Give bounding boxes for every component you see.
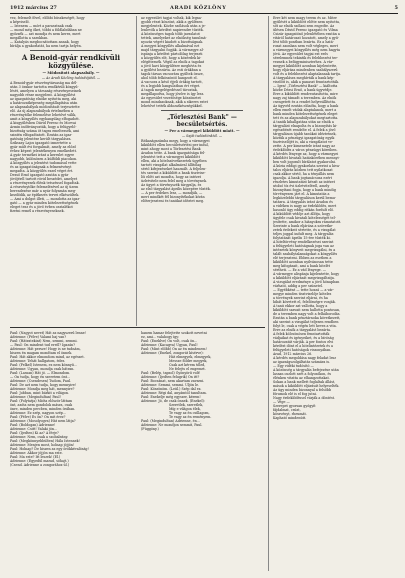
text-line: megye minden tisztviselője köteles bbox=[273, 292, 332, 296]
text-line: jövőjéről tartott rövid beszédet, amelyet bbox=[10, 177, 78, 181]
text-line: Adrienne: Menjen most, holnap jöjjön! bbox=[10, 443, 75, 447]
text-line: hiszen én magam mondtam el önnek. bbox=[10, 351, 73, 355]
text-line: (Függöny.) bbox=[141, 427, 159, 431]
text-line: A közgyűlés a jelentést tudomásul vette bbox=[10, 161, 77, 165]
text-line: a részvényesek élénk tetszéssel fogadtak. bbox=[10, 181, 80, 185]
text-line: Kapható mindenütt. bbox=[273, 416, 307, 420]
text-line: fájdalmat, csúzt, bbox=[273, 408, 301, 412]
text-line: (Csend. Adrienne a zongorához ül.) bbox=[10, 463, 70, 467]
text-line: lehetővé tették áldozatkészségükkel. bbox=[141, 104, 203, 108]
text-line: sértheti. — Ez a vád lényege. — bbox=[273, 268, 327, 272]
text-line: A kérdés lényege az, hogy a vármegyei bbox=[273, 152, 339, 156]
text-line: Paul: (Mint előbb) Ön az én mindenem! bbox=[141, 347, 207, 351]
text-line: sérelemnek tekintik és felebbezést ter- bbox=[273, 56, 339, 60]
text-line: A részvénytőke felemelésével az új üzem bbox=[10, 185, 79, 189]
text-line: jóvá. Az egyesület tagjai ezt erős bbox=[273, 52, 328, 56]
text-line: szintén elfogadtatott. Ezután az igaz- bbox=[10, 133, 73, 137]
text-line: Paul: Bocsánat, nem akartam zavarni. bbox=[141, 379, 205, 383]
text-line: A kiküldött védője azt állítja, hogy bbox=[273, 212, 331, 216]
text-line: A gyár termékei iránt a kereslet egyre bbox=[10, 153, 75, 157]
text-line: Ármin indítványozták, hogy a felügyelő- bbox=[10, 125, 77, 129]
text-line: A tárgyalásra meghívták a bank kép- bbox=[273, 76, 335, 80]
text-line: mások a kiküldött eljárását helyeselték. bbox=[273, 384, 340, 388]
text-line: Adrienne: (Mosolyogva) Hát nem látja? bbox=[10, 419, 76, 423]
text-line: Ne felejts el engemet. bbox=[169, 367, 206, 371]
text-line: Adrienne: Hát persze! Hogy is ne tudnám, bbox=[10, 347, 81, 351]
text-line: tatásra. A tárgyalás iránt Aradon és bbox=[273, 200, 333, 204]
col1-body-text bbox=[10, 81, 132, 213]
text-line: Paul: De azt nem tudja, hogy mennyire! bbox=[10, 383, 77, 387]
text-line: Ritkaságszámba megy, hogy a vármegyei bbox=[141, 139, 210, 143]
feuilleton-dialogue-3 bbox=[141, 371, 265, 403]
text-line: tett és az alapszabályokat megtartotta. bbox=[273, 116, 339, 120]
text-line: Paul: (Megkönnyebbülten) Hála Istennek! bbox=[10, 439, 80, 443]
text-line: várható, addig a per szünetel. bbox=[273, 284, 324, 288]
column-rule bbox=[268, 16, 269, 571]
text-line: Paul: (Ijedten) Ki az? A férje? bbox=[10, 431, 59, 435]
text-line: Adrienne: (Egyedül marad, sóhajt.) bbox=[10, 459, 69, 463]
text-line: győzzék — azt mondja és nem keres, mert bbox=[10, 32, 81, 36]
text-line: Adrienne: Ne mondjon semmit, Paul. bbox=[141, 423, 203, 427]
text-line: határozatát várják. A per fontos elvi bbox=[273, 340, 334, 344]
text-line: — Katalyás megbocsátottam annak, hogy bbox=[10, 40, 79, 44]
feuilleton-dialogue-2 bbox=[141, 331, 265, 355]
text-line: meg kifogásait, ami a bank hitelét bbox=[273, 264, 330, 268]
text-line: megállotta a sarokban. bbox=[10, 36, 49, 40]
text-line: kiküldött ellen becsületsértési per indul, bbox=[141, 143, 209, 147]
text-line: kérdést dönt el a hitelintézetek és a bbox=[273, 344, 333, 348]
text-line: Messze földre megyek, bbox=[169, 359, 208, 363]
text-line: Paul: (Félve) És ön? Ön mit érez? bbox=[10, 415, 66, 419]
text-line: Paul: (Éneklve) Ön volt, csak ön... bbox=[141, 339, 198, 343]
text-line: nagyobb, különösen a külföldi piacokon. bbox=[10, 157, 78, 161]
text-line: lését, amelyen a társaság részvényeseinek bbox=[10, 89, 81, 93]
text-line: megjelentek. Közbe szólások után a je- bbox=[141, 24, 206, 28]
text-line: elé terjeszteni. Ebben az esetben a bbox=[273, 256, 332, 260]
text-line: — Ön tudja, hogy én szeretem önt... bbox=[10, 375, 71, 379]
text-line: tárgyaláson újabb tanúkat idéztetnek, bbox=[273, 132, 337, 136]
text-line: — Igen! „Törlesztési Bank" — kiáltotta bbox=[273, 84, 338, 88]
text-line: Paul: Holnap? De hiszen az egy örökkévalóság! bbox=[10, 447, 89, 451]
text-line: a kiküldött eljárását megvizsgáltatja. bbox=[273, 276, 335, 280]
text-line: fórumok elé is el fog jutni. bbox=[273, 392, 317, 396]
article-subtitle-bank: — Per a vármegyei kiküldött miatt. — bbox=[164, 129, 240, 133]
text-line: gató — a gyár minden kötelezettségének bbox=[10, 201, 79, 205]
text-line: nyozás végett kiadott a bizottságnak. bbox=[141, 40, 204, 44]
text-line: gyűlését a kiküldött előtte nem nyitotta, bbox=[273, 20, 341, 24]
text-line: köszvényt, rheumát. bbox=[273, 412, 307, 416]
text-line: A vacsora a késő éjjeli órákig tartott, bbox=[141, 80, 203, 84]
text-line: a vidéken is nagy az érdeklődés, mert bbox=[273, 204, 337, 208]
col2-top-text bbox=[141, 16, 263, 108]
text-line: a jövő havi közgyűlésre meghívta és bbox=[141, 64, 202, 68]
text-line: Sokan a bank mellett foglaltak állást, bbox=[273, 380, 336, 384]
text-line: sértő kifejezéseket használt. A feljelen- bbox=[141, 167, 207, 171]
text-line: bizottság száma öt tagra emeltessék, ami bbox=[10, 129, 80, 133]
text-line: Te vagy az én reményem. bbox=[169, 415, 212, 419]
text-line: gyobb részt köszönt, akik a gyűlésen bbox=[141, 20, 203, 24]
text-line: A vármegye alispánja kijelentette, hogy bbox=[273, 272, 340, 276]
text-line: Adrienne: Ugyan, mondja csak bátran. bbox=[10, 367, 75, 371]
text-line: Paul: Hát akkor elmondom mind, az egészet. bbox=[10, 355, 85, 359]
text-line: Adrienne: Csitt! Valaki jön... bbox=[10, 427, 58, 431]
text-line: majd tárgyalni fogják. A vármegye al- bbox=[141, 48, 204, 52]
text-line: után 3 órakor tartotta rendkívüli közgyű- bbox=[10, 85, 79, 89]
text-line: Paul: Énekelje még egyszer, kérem! bbox=[141, 395, 201, 399]
text-line: A Benoid-gyár részvénytársaság ma dél- bbox=[10, 81, 78, 85]
text-line: hanem hamar felejtette szokott nevetni bbox=[141, 331, 207, 335]
text-line: megállapodva, hogy jövőre is így lesz. bbox=[141, 92, 205, 96]
text-line: Paul: (Felkel) Istenem, ez nem könnyű... bbox=[10, 363, 78, 367]
feuilleton-column-2 bbox=[141, 331, 265, 431]
text-line: ben volt jogosult bírálatot gyakorolni. bbox=[273, 160, 337, 164]
text-line: köztük a pénzügyi igazgatóság egyik bbox=[273, 136, 335, 140]
text-line: — A per érdekes lesz, — mondják, — bbox=[141, 191, 203, 195]
text-line: Adrienne: Semmi, semmi. Üljön le. bbox=[141, 383, 200, 387]
text-line: ez, ami... valahogy így: bbox=[141, 335, 180, 339]
text-line: érdeklődés a város pénzügyi köreiben. bbox=[273, 148, 338, 152]
text-line: Paul: (Boldogan) Adrienne! bbox=[10, 423, 56, 427]
column-2 bbox=[141, 16, 263, 326]
text-line: ahol több felköszöntő hangzott el. bbox=[141, 76, 198, 80]
text-line: bank minden kötelezettségének eleget bbox=[273, 112, 338, 116]
text-line: viselőit is, akik a panaszt fenntartották. bbox=[273, 80, 340, 84]
text-line: fizetni remél a részvényeseknek. bbox=[10, 209, 65, 213]
text-line: intézetek könyveit megvizsgálni, és a bbox=[273, 248, 336, 252]
text-line: zette. A per kimenetele iránt nagy az bbox=[273, 144, 335, 148]
text-line: zetek érdekeit sértette, és a vizsgálat bbox=[273, 228, 336, 232]
text-line: veznek a belügyminiszterhez. A vár- bbox=[273, 60, 334, 64]
text-line: tés szerint a kiküldött a bank tisztvise- bbox=[141, 171, 206, 175]
text-line: A felek kölcsönösen fenntartották bbox=[273, 332, 330, 336]
feuilleton-column-1 bbox=[10, 331, 134, 467]
text-line: a közgyűlés elé, hogy a közérdek ki- bbox=[141, 56, 202, 60]
issue-date: 1912 március 27 bbox=[10, 5, 57, 11]
text-line: vez, felemelt fővel, előbbi büszkeségét, hogy bbox=[10, 16, 85, 20]
text-line: Paul: Jobban, mint bárkit a világon. bbox=[10, 391, 70, 395]
text-line: — mond még őket, többi a földlabdában ne bbox=[10, 28, 82, 32]
text-line: közbe Dézsi Ernő, a bank ügyvédje. bbox=[273, 88, 333, 92]
text-line: részletes kimutatást készít az intézet bbox=[273, 180, 335, 184]
text-line: önt, azóta nem gondolok másra, csak bbox=[10, 403, 73, 407]
text-line: Adrienne: Régi dal, anyámtól tanultam. bbox=[141, 391, 207, 395]
article-subtitle-benoid: — Mödosított alapszabály. — bbox=[42, 71, 100, 75]
text-line: Szerepet gyorsan gyógyít bbox=[273, 404, 316, 408]
text-line: bizonyítani fogja, hogy a bank mindig bbox=[273, 188, 336, 192]
page-number: 5 bbox=[394, 5, 398, 11]
text-line: gatóság jelentése került tárgyalásra. bbox=[10, 137, 72, 141]
article-byline-bank: — Saját tudósítónktól. — bbox=[181, 134, 223, 138]
text-line: Szikszay Lajos igazgató ismertette a bbox=[10, 141, 71, 145]
text-line: Paul: (Lassan) Hát jó. — Elmondom. bbox=[10, 371, 71, 375]
masthead: ARADI KÖZLÖNY bbox=[170, 5, 227, 11]
text-line: — Istenem — mórt a parasztnak csak bbox=[10, 24, 73, 28]
text-line: Az ügy minden bizonnyal a felsőbb bbox=[273, 388, 332, 392]
text-line: — Egyébként — tette hozzá — a vár- bbox=[273, 288, 334, 292]
text-line: mint ahogy most a Törlesztési Bank bbox=[141, 147, 201, 151]
text-line: hibát követett el, felelősségre vonják. bbox=[273, 300, 336, 304]
text-line: megyei kiküldött azonban kijelentette, bbox=[273, 64, 338, 68]
text-line: Az egyesület vezetősége köszönetet bbox=[141, 96, 201, 100]
article-title-bank: „Törlesztési Bank" — becsületsértés. bbox=[167, 114, 237, 128]
text-line: Adrienne: (Félve) Valami baj van? bbox=[10, 335, 67, 339]
text-line: folyt le, csak a végén lett heves a vita. bbox=[273, 324, 337, 328]
text-line: és a legjobb hangulatban ért véget. bbox=[141, 84, 201, 88]
text-line: legközelebbi tárgyaláson kerül bemu- bbox=[273, 196, 336, 200]
text-line: A közönséges tagok több javaslatot bbox=[141, 32, 200, 36]
text-line: az egyesület tagjai voltak, kik legna- bbox=[141, 16, 203, 20]
text-line: előterjeszteni és tanúkat idéztet meg. bbox=[141, 199, 205, 203]
text-line: Hát elmegyek, elmegyek, bbox=[169, 355, 212, 359]
text-line: igazolja. A bank jogtanácsosa ezért bbox=[273, 176, 332, 180]
feuilleton-dialogue-1 bbox=[10, 331, 134, 467]
text-line: de a teremben nagy volt a felháborodás. bbox=[273, 312, 341, 316]
text-line: törvényesen járt el. A kimutatás a bbox=[273, 192, 330, 196]
text-line: részvénytőke felemelése lehetővé válik, bbox=[10, 113, 77, 117]
text-line: folytatását április 15-ére tűzték ki. bbox=[273, 236, 331, 240]
text-line: Az ügyet a törvényszék tárgyalja, és bbox=[141, 183, 202, 187]
text-line: hogy eljárása mindenben szabályszerű bbox=[273, 68, 338, 72]
feuilleton-section bbox=[10, 327, 265, 573]
text-line: az igazságszolgáltatás számára is. bbox=[273, 360, 331, 364]
article-byline-benoid: — Az Aradi Közlöny tudósítójától. — bbox=[41, 76, 101, 80]
text-line: Csak azt kérem tőled, bbox=[169, 363, 206, 367]
divider bbox=[30, 50, 112, 51]
text-line: kezdődik, az építkezés tervei elkészültek. bbox=[10, 193, 80, 197]
text-line: aki szerint a vizsgálat teljesen rendben bbox=[273, 320, 339, 324]
feuilleton-dialogue-4 bbox=[141, 419, 265, 431]
text-line: mert mindkét fél bizonyítékokat kíván bbox=[141, 195, 205, 199]
text-line: Ezután a bank pénztárnoka következett, bbox=[273, 316, 341, 320]
text-line: nagy zaj támadt a teremben. Az elnök bbox=[273, 96, 337, 100]
text-line: a képviselő. bbox=[10, 20, 30, 24]
text-line: berendezése már a nyár folyamán meg- bbox=[10, 189, 77, 193]
text-line: vádjaikat és igényeiket, és a bíróság bbox=[273, 336, 334, 340]
text-line: Erre az elnök a tárgyalást bezárta. bbox=[273, 328, 332, 332]
text-line: Szerinte a bank eljárása a szövetke- bbox=[273, 224, 334, 228]
text-line: — Vége — bbox=[273, 400, 290, 404]
text-line: kiküldött hivatali hatáskörében mennyi- bbox=[273, 156, 340, 160]
song-verse-1 bbox=[169, 355, 265, 371]
page-header bbox=[10, 4, 398, 14]
text-line: Paul: Ma este? Itt leszek! (El.) bbox=[10, 455, 61, 459]
text-line: ispánja a kérdést pártolólag terjeszti bbox=[141, 52, 203, 56]
text-line: lassan oszlott szét a folyosókon, és bbox=[273, 372, 332, 376]
text-line: Paul: (Hátratekint) Nem, semmi, semmi. bbox=[10, 339, 78, 343]
text-line: és az igazgatóságnak a felmentvényt bbox=[10, 165, 72, 169]
text-line: A tanú ekkor azt vallotta, hogy a bbox=[273, 304, 328, 308]
text-line: A megyei közgyűlés alkalmával ezt bbox=[141, 44, 200, 48]
text-line: Adrienne: (Megindultan) Paul! bbox=[10, 395, 61, 399]
text-line: az igazgatóság elnöke nyitotta meg, aki bbox=[10, 97, 77, 101]
text-line: lést több pontban lezárta. Ez a hatá- bbox=[273, 40, 334, 44]
text-line: Arad, 1912 március 26. bbox=[273, 352, 313, 356]
column-3 bbox=[273, 16, 395, 571]
text-line: Aradon tette. A bank igazgatósága fel- bbox=[141, 151, 206, 155]
col1-top-text bbox=[10, 16, 132, 48]
text-line: felügyeleti hatóságok viszonyában. bbox=[273, 348, 332, 352]
text-line: tagok társas vacsorára gyűltek össze, bbox=[141, 72, 204, 76]
text-line: A hiteltörvény rendelkezései szerint bbox=[273, 240, 334, 244]
text-line: csak akkor sértő, ha a tényállás nem bbox=[273, 172, 335, 176]
text-line: nagyobb része megjelent. A közgyűlést bbox=[10, 93, 76, 97]
song-verse-2 bbox=[169, 403, 265, 419]
text-line: Erre két nem magy terem és az. Miter bbox=[273, 16, 337, 20]
text-line: a törvények szerint eljárni, és ha bbox=[273, 296, 328, 300]
text-line: Paul: (Megindultan) Adrienne, én... bbox=[141, 419, 200, 423]
text-line: ellen, aki a hitelszövetkezetek ügyében bbox=[141, 159, 207, 163]
text-line: önre, minden percben, minden órában. bbox=[10, 407, 76, 411]
text-line: Dezső Ernő igazgató azután a gyár bbox=[10, 173, 69, 177]
text-line: volt és a felebbezést alaptalannak tartja. bbox=[273, 72, 341, 76]
text-line: A kúria eddigi gyakorlata szerint a hiva- bbox=[273, 164, 341, 168]
text-line: Adrienne: (Énekel, zongorát kísérve): bbox=[141, 351, 204, 355]
text-line: Erre a kiküldött rendreutasította, mire bbox=[273, 92, 338, 96]
text-line: a határozatképesség megállapítása után bbox=[10, 101, 78, 105]
text-line: A kisgyűlésben Dávid Ferenc és Morvai bbox=[10, 121, 76, 125]
text-line: talos eljárás közben tett nyilatkozat bbox=[273, 168, 333, 172]
text-line: — Paul: Ön mindent tud erről? Igazán? bbox=[10, 343, 75, 347]
text-line: élénken vitatta az elhangzottakat. bbox=[273, 376, 330, 380]
text-line: csengetett és a rendet helyreállította. bbox=[273, 100, 337, 104]
text-line: bírálja a gyakorlatát, ha nem tartja helyén. bbox=[10, 44, 82, 48]
text-line: kiküldött szavait nem hallotta pontosan, bbox=[273, 308, 341, 312]
text-line: egészítését rendelte el. A felek a jövő bbox=[273, 128, 336, 132]
text-line: Csizár igazgatónő jelenlétében ezután a bbox=[273, 32, 340, 36]
article-title-benoid: A Benoid-gyár rendkívüli közgyűlése. bbox=[21, 53, 121, 70]
text-line: A vizsgálat eredménye a jövő hónapban bbox=[273, 280, 340, 284]
text-line: jesítette, amikor a hiányokra rámutatott. bbox=[273, 220, 342, 224]
column-1 bbox=[10, 16, 132, 326]
text-line: A tanúk kihallgatása után az elnök a bbox=[273, 120, 334, 124]
text-line: elő. Az új alapszabályok értelmében a bbox=[10, 109, 74, 113]
text-line: Adrienne: Akkor jöjjön ma este. bbox=[10, 451, 63, 455]
text-line: Paul: (Nagyot nevet) Hát az nagyszerű lenne! bbox=[10, 331, 87, 335]
text-line: A közönség a tárgyalás befejezése után bbox=[273, 368, 339, 372]
text-line: Adrienne: (Csendesen) Tudom, Paul. bbox=[10, 379, 72, 383]
text-line: Szeretlek, szeretlek, bbox=[169, 403, 204, 407]
text-line: lenlevők a kérdést napirendre tűzték. bbox=[141, 28, 204, 32]
text-line: Nagy érdeklődéssel várják a döntést. bbox=[273, 396, 336, 400]
text-line: Paul: (Belép, tapsol) Gyönyörű volt! bbox=[141, 371, 201, 375]
text-line: A kérdés megoldása nagy feladat lesz bbox=[273, 356, 336, 360]
text-line: tartott vizsgálat alkalmával állítólag bbox=[141, 163, 202, 167]
col2-body-text bbox=[141, 139, 263, 203]
text-line: Te vagy az én csillagom, bbox=[169, 411, 210, 415]
text-line: hasonló ügy eddig ritkán fordult elő. bbox=[273, 208, 335, 212]
text-line: az első tárgyalást április közepére tűzték. bbox=[141, 187, 211, 191]
text-line: Paul: (Folytatja) Mióta először láttam bbox=[10, 399, 73, 403]
text-line: tisztviselőjét is, aki a vizsgálatot ve- bbox=[273, 140, 334, 144]
text-line: ülésen Dávid Ferenc igazgató és Vilma bbox=[273, 28, 338, 32]
text-line: Adrienne: Ez szép, nagyon szép... bbox=[10, 411, 67, 415]
col3-text bbox=[273, 16, 395, 420]
text-line: elégíttessék. Végül az elnök a tagokat bbox=[141, 60, 205, 64]
text-line: A tagok megelégedéssel távoztak, bbox=[141, 88, 198, 92]
text-line: eleget tesz és a jövő évben osztalékot bbox=[10, 205, 73, 209]
text-line: a vármegyei közgyűlés még nem hagyta bbox=[273, 48, 340, 52]
text-line: talált szabálytalanságokat a közgyűlés bbox=[273, 252, 338, 256]
text-line: üzletvitele nem felel meg a törvénynek. bbox=[141, 179, 208, 183]
text-line: tárgyalást elnapolta és a bizonyítás ki- bbox=[273, 124, 338, 128]
text-line: jelentést tett a vármegyei kiküldött bbox=[141, 155, 200, 159]
text-line: az alapszabályok módosítását terjesztette bbox=[10, 105, 80, 109]
text-line: Paul: Köszönöm. (Leül.) Szép dal ez. bbox=[141, 387, 202, 391]
text-line: Adrienne: Tehát hallgatom, édes. bbox=[10, 359, 66, 363]
text-line: megadta. A közgyűlés ezzel véget ért. bbox=[10, 169, 74, 173]
text-line: — Ami a dolgot illeti, — mondotta az igaz- bbox=[10, 197, 81, 201]
text-line: rozat azonban nem volt végleges, mert bbox=[273, 44, 338, 48]
text-line: ellen emelt vádak alaptalanok, mert a bbox=[273, 108, 337, 112]
text-line: évhez képest jelentékenyen emelkedett. bbox=[10, 149, 77, 153]
text-line: amit a közgyűlés egyhangúlag elfogadott. bbox=[10, 117, 80, 121]
text-line: a gyűlést bezárta. Az esti órákban a bbox=[141, 68, 201, 72]
divider bbox=[161, 110, 243, 111]
text-line: Míg e világon élek, bbox=[169, 407, 201, 411]
text-line: lői előtt azt mondta, hogy az intézet bbox=[141, 175, 201, 179]
text-line: gyár múlt évi forgalmát, amely az előző bbox=[10, 145, 77, 149]
text-line: utolsó tíz évi üzletviteléről, amely bbox=[273, 184, 330, 188]
text-line: Adrienne: Mondja meg hát, mennyire? bbox=[10, 387, 75, 391]
text-line: mond mindazoknak, akik a sikeres estet bbox=[141, 100, 208, 104]
text-line: a felügyeleti hatóságnak joga van az bbox=[273, 244, 334, 248]
text-line: — Egy vidéki tudósító — bbox=[273, 364, 314, 368]
text-line: Adrienne: (Kacagva) Ugyan, Paul! bbox=[141, 343, 198, 347]
text-line: Adrienne: (Ijedten felugrik) Ön itt? bbox=[141, 375, 200, 379]
text-line: Az ügyvéd ezután előadta, hogy a bank bbox=[273, 104, 339, 108]
text-line: ügyfele csak hivatali kötelességét tel- bbox=[273, 216, 336, 220]
column-rule bbox=[136, 16, 137, 326]
text-line: sőt az elnök szólani sem engedte. Az bbox=[273, 24, 335, 28]
text-line: teljes joggal indult meg. A tárgyalás bbox=[273, 232, 334, 236]
text-line: kiküldött azonban nyilvánosan tette bbox=[273, 260, 333, 264]
text-line: Adrienne: Nem, csak a szobaleány. bbox=[10, 435, 69, 439]
text-line: Adrienne: Jó, de csak önnek. (Énekel): bbox=[141, 399, 205, 403]
text-line: vitáról határozat hozatott, amely a gyű- bbox=[273, 36, 339, 40]
text-line: tettek, amelyeket az elnökség tanulmá- bbox=[141, 36, 207, 40]
